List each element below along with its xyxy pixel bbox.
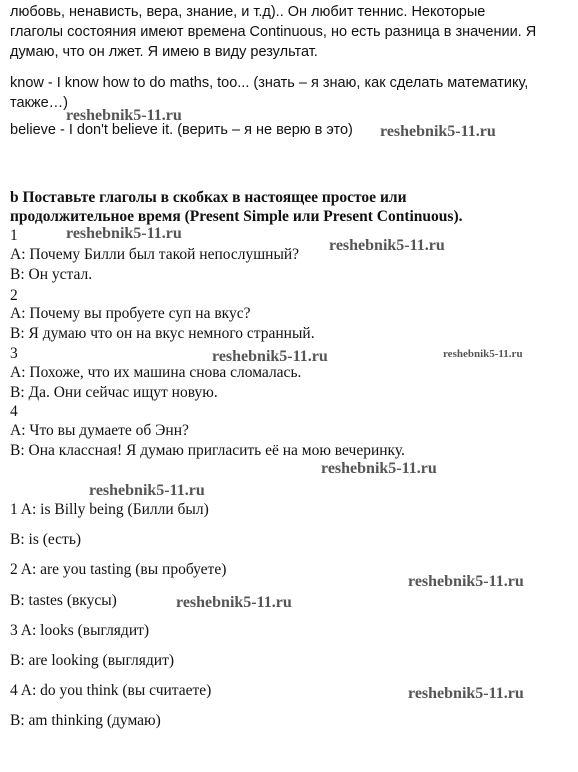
intro-line-3: думаю, что он лжет. Я имею в виду результат. (10, 44, 318, 60)
example-know-line-2: также…) (10, 95, 68, 111)
example-know-line-1: know - I know how to do maths, too... (знать – я знаю, как сделать математику, (10, 75, 529, 91)
watermark: reshebnik5-11.ru (89, 482, 205, 499)
intro-line-1: любовь, ненависть, вера, знание, и т.д).. Он любит теннис. Некоторые (10, 4, 486, 20)
watermark: reshebnik5-11.ru (443, 348, 523, 360)
answer-3-a: 3 A: looks (выглядит) (10, 622, 150, 639)
answer-4-b: B: am thinking (думаю) (10, 712, 161, 729)
watermark: reshebnik5-11.ru (176, 594, 292, 611)
dialogue-3-number: 3 (10, 345, 18, 362)
dialogue-2-b: B: Я думаю что он на вкус немного странный. (10, 325, 315, 342)
watermark: reshebnik5-11.ru (66, 225, 182, 242)
answer-1-a: 1 A: is Billy being (Билли был) (10, 501, 209, 518)
dialogue-1-b: B: Он устал. (10, 266, 93, 283)
watermark: reshebnik5-11.ru (408, 573, 524, 590)
dialogue-1-a: A: Почему Билли был такой непослушный? (10, 246, 300, 263)
answer-1-b: B: is (есть) (10, 531, 82, 548)
watermark: reshebnik5-11.ru (212, 348, 328, 365)
answer-2-b: B: tastes (вкусы) (10, 592, 117, 609)
answer-3-b: B: are looking (выглядит) (10, 652, 174, 669)
dialogue-2-number: 2 (10, 287, 18, 304)
watermark: reshebnik5-11.ru (380, 123, 496, 140)
task-heading-line-2: продолжительное время (Present Simple или Present Continuous). (10, 208, 463, 225)
dialogue-2-a: A: Почему вы пробуете суп на вкус? (10, 305, 251, 322)
answer-4-a: 4 A: do you think (вы считаете) (10, 682, 212, 699)
watermark: reshebnik5-11.ru (408, 685, 524, 702)
watermark: reshebnik5-11.ru (329, 237, 445, 254)
answer-2-a: 2 A: are you tasting (вы пробуете) (10, 561, 227, 578)
dialogue-3-a: A: Похоже, что их машина снова сломалась. (10, 364, 302, 381)
dialogue-4-a: A: Что вы думаете об Энн? (10, 422, 189, 439)
intro-line-2: глаголы состояния имеют времена Continuous, но есть разница в значении. Я (10, 24, 537, 40)
dialogue-4-b: B: Она классная! Я думаю пригласить её на мою вечеринку. (10, 442, 405, 459)
task-heading-line-1: b Поставьте глаголы в скобках в настоящее простое или (10, 189, 407, 206)
dialogue-3-b: B: Да. Они сейчас ищут новую. (10, 384, 218, 401)
watermark: reshebnik5-11.ru (66, 107, 182, 124)
dialogue-4-number: 4 (10, 403, 18, 420)
example-believe: believe - I don't believe it. (верить – я не верю в это) (10, 122, 353, 138)
dialogue-1-number: 1 (10, 227, 18, 244)
watermark: reshebnik5-11.ru (321, 460, 437, 477)
